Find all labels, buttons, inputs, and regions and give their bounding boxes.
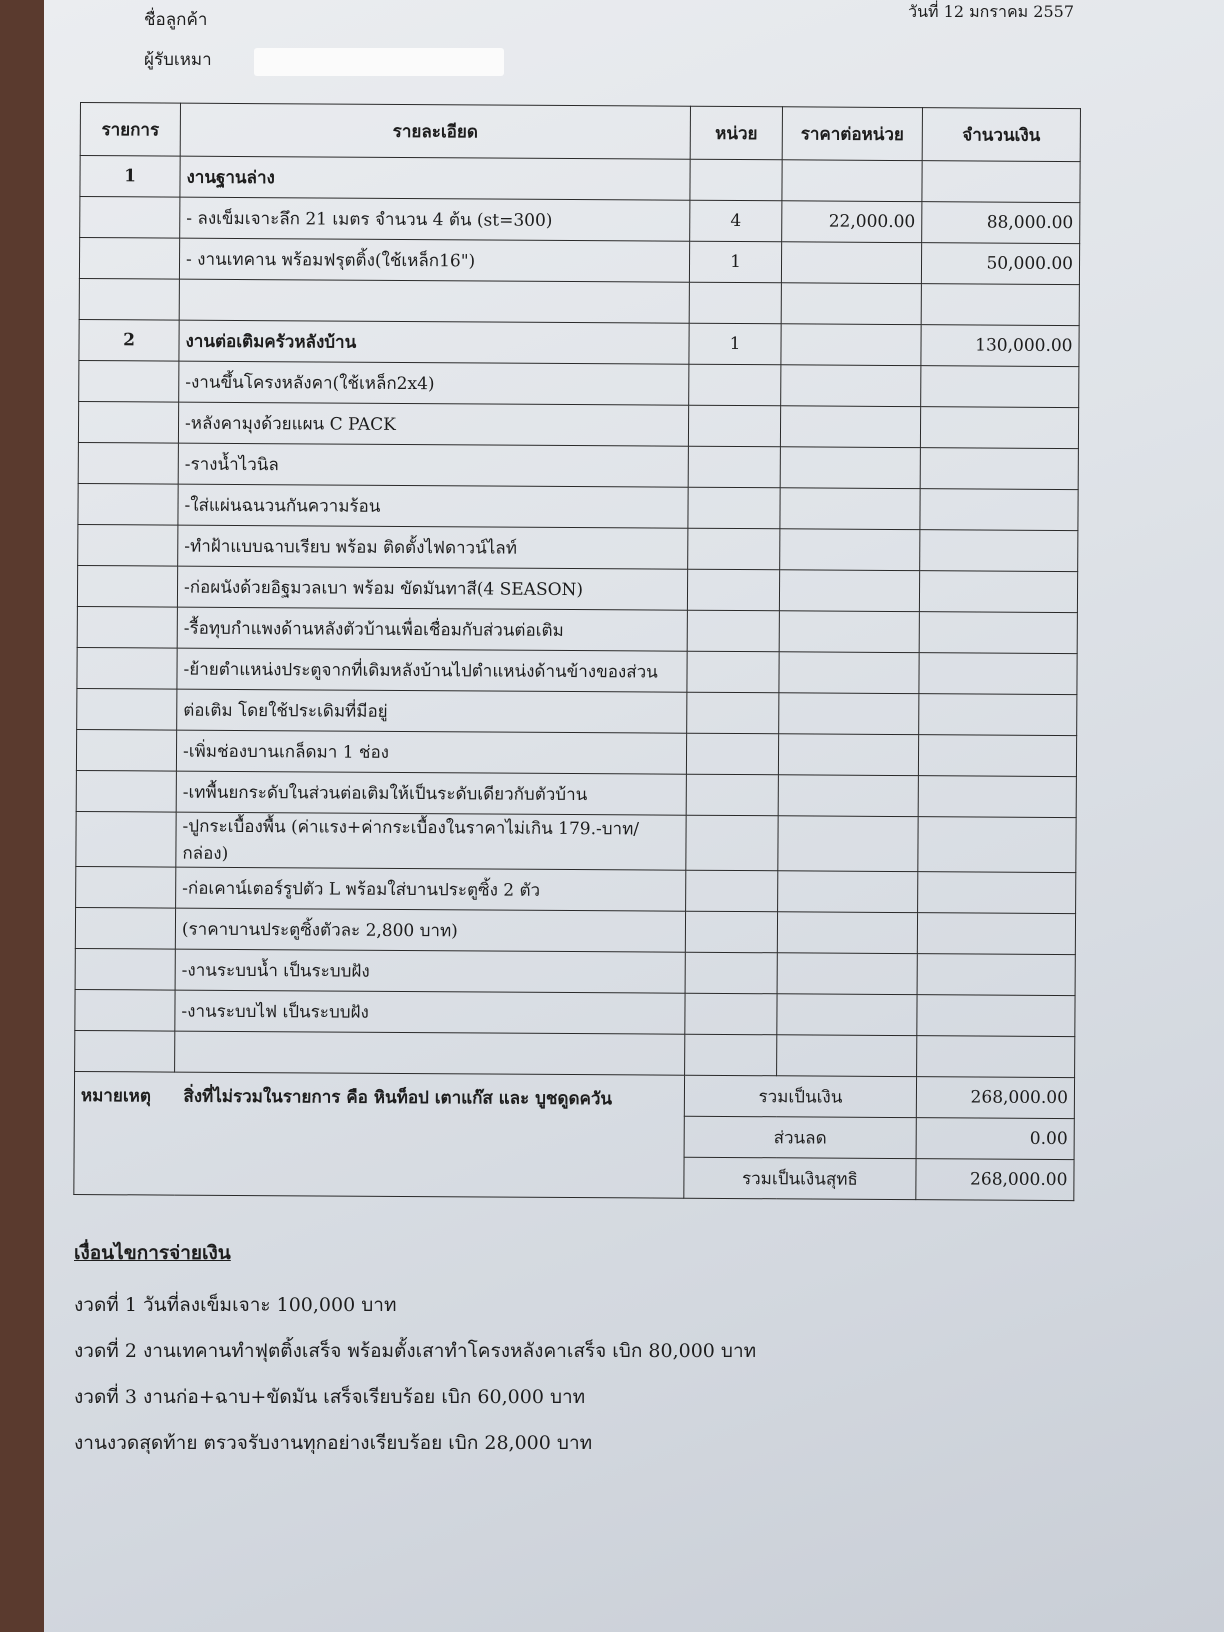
row-unit-price (780, 447, 920, 489)
row-detail: -หลังคามุงด้วยแผน C PACK (178, 402, 688, 446)
row-amount (918, 735, 1076, 777)
row-item (77, 565, 177, 607)
row-amount (920, 448, 1078, 490)
row-item (78, 483, 178, 525)
row-amount (918, 817, 1076, 873)
note-cell (74, 1071, 685, 1198)
row-item: 2 (79, 319, 179, 361)
table-row (78, 442, 1078, 489)
row-unit-price (777, 1035, 917, 1077)
row-unit (687, 651, 779, 693)
row-item (75, 948, 175, 990)
row-unit-price (781, 283, 921, 325)
row-item (79, 360, 179, 402)
redacted-name (254, 48, 504, 76)
row-detail (175, 1031, 685, 1075)
row-unit-price (782, 160, 922, 202)
row-amount (918, 872, 1076, 914)
row-amount (920, 530, 1078, 572)
table-row (78, 401, 1078, 448)
row-amount (917, 1036, 1075, 1078)
quote-date: วันที่ 12 มกราคม 2557 (908, 2, 1074, 21)
row-detail: -ปูกระเบื้องพื้น (ค่าแรง+ค่ากระเบื้องในราคาไม่เกิน 179.-บาท/กล่อง) (176, 812, 686, 870)
row-unit (687, 569, 779, 611)
row-unit (688, 405, 780, 447)
row-amount (919, 571, 1077, 613)
row-unit-price (779, 570, 919, 612)
table-row (79, 319, 1079, 366)
row-detail: -งานระบบน้ำ เป็นระบบฝัง (175, 949, 685, 993)
row-unit-price (778, 734, 918, 776)
row-unit (688, 487, 780, 529)
row-item (76, 770, 176, 812)
row-unit-price (781, 242, 921, 284)
quotation-page (44, 0, 1224, 1632)
row-amount (917, 954, 1075, 996)
row-amount: 88,000.00 (922, 202, 1080, 244)
row-unit-price (781, 365, 921, 407)
note-text: สิ่งที่ไม่รวมในรายการ คือ หินท็อป เตาแก๊ส และ บูชดูดควัน (183, 1086, 613, 1110)
row-unit (688, 528, 780, 570)
row-unit (690, 159, 782, 201)
row-item (75, 1030, 175, 1072)
row-unit: 4 (690, 200, 782, 242)
table-row (76, 729, 1076, 776)
table-body (75, 156, 1081, 1078)
row-detail: -งานระบบไฟ เป็นระบบฝัง (175, 990, 685, 1034)
table-row (79, 278, 1079, 325)
row-unit (687, 692, 779, 734)
row-detail (179, 279, 689, 323)
row-detail: (ราคาบานประตูซิ้งตัวละ 2,800 บาท) (175, 908, 685, 952)
row-unit-price (777, 912, 917, 954)
row-detail: -รื้อทุบกำแพงด้านหลังตัวบ้านเพื่อเชื่อมกับส่วนต่อเติม (177, 607, 687, 651)
row-item: 1 (80, 156, 180, 198)
row-unit-price (779, 693, 919, 735)
row-item (77, 647, 177, 689)
payment-title: เงื่อนไขการจ่ายเงิน (74, 1242, 231, 1264)
table-row (77, 565, 1077, 612)
row-unit (689, 364, 781, 406)
table-row (78, 524, 1078, 571)
row-unit-price (778, 816, 918, 872)
row-detail: งานต่อเติมครัวหลังบ้าน (179, 320, 689, 364)
header-item: รายการ (80, 103, 180, 157)
payment-line: งวดที่ 1 วันที่ลงเข็มเจาะ 100,000 บาท (74, 1294, 397, 1316)
table-row (78, 483, 1078, 530)
row-unit-price (778, 871, 918, 913)
table-row (76, 866, 1076, 913)
table-row (79, 238, 1079, 285)
row-unit (685, 911, 777, 953)
header-unit-price: ราคาต่อหน่วย (782, 107, 922, 161)
row-amount (922, 161, 1080, 203)
row-detail: งานฐานล่าง (180, 156, 690, 200)
row-item (79, 238, 179, 280)
row-unit (686, 870, 778, 912)
table-row (75, 907, 1075, 954)
contractor-label: ผู้รับเหมา (144, 50, 212, 70)
payment-line: งวดที่ 2 งานเทคานทำฟุตติ้งเสร็จ พร้อมตั้งเสาทำโครงหลังคาเสร็จ เบิก 80,000 บาท (74, 1340, 757, 1362)
row-detail: -งานขึ้นโครงหลังคา(ใช้เหล็ก2x4) (179, 361, 689, 405)
row-detail: -เพิ่มช่องบานเกล็ดมา 1 ช่อง (176, 730, 686, 774)
row-amount (919, 653, 1077, 695)
row-amount (918, 776, 1076, 818)
row-item (77, 688, 177, 730)
row-detail: -ย้ายตำแหน่งประตูจากที่เดิมหลังบ้านไปตำแหน่งด้านข้างของส่วน (177, 648, 687, 692)
row-unit-price (779, 652, 919, 694)
row-unit: 1 (689, 241, 781, 283)
row-detail: -รางน้ำไวนิล (178, 443, 688, 487)
row-detail: -ก่อเคาน์เตอร์รูปตัว L พร้อมใส่บานประตูซิ้ง 2 ตัว (176, 867, 686, 911)
row-unit (686, 733, 778, 775)
table-row (75, 1030, 1075, 1077)
note-label: หมายเหตุ (80, 1086, 151, 1107)
row-detail: -ใส่แผ่นฉนวนกันความร้อน (178, 484, 688, 528)
net-total-value: 268,000.00 (916, 1159, 1074, 1201)
table-row (77, 647, 1077, 694)
row-amount: 50,000.00 (921, 243, 1079, 285)
header-amount: จำนวนเงิน (922, 108, 1080, 162)
row-amount (920, 407, 1078, 449)
row-item (75, 907, 175, 949)
table-row (75, 948, 1075, 995)
quotation-table (73, 102, 1081, 1201)
payment-line: งานงวดสุดท้าย ตรวจรับงานทุกอย่างเรียบร้อย เบิก 28,000 บาท (74, 1432, 593, 1454)
row-detail: ต่อเติม โดยใช้ประเดิมที่มีอยู่ (177, 689, 687, 733)
row-detail: -ทำฝ้าแบบฉาบเรียบ พร้อม ติดตั้งไฟดาวน์ไลท์ (178, 525, 688, 569)
row-item (76, 811, 176, 867)
row-unit-price (781, 324, 921, 366)
row-unit-price (777, 994, 917, 1036)
row-item (76, 866, 176, 908)
table-row (79, 360, 1079, 407)
row-amount (917, 913, 1075, 955)
total-label: รวมเป็นเงิน (684, 1075, 916, 1117)
row-detail: - ลงเข็มเจาะลึก 21 เมตร จำนวน 4 ต้น (st=300) (180, 197, 690, 241)
row-unit (685, 952, 777, 994)
row-unit (688, 446, 780, 488)
row-unit-price (780, 406, 920, 448)
row-unit-price (780, 488, 920, 530)
row-unit (685, 993, 777, 1035)
table-row (77, 688, 1077, 735)
header-unit: หน่วย (690, 106, 782, 160)
table-row (80, 197, 1080, 244)
customer-label: ชื่อลูกค้า (144, 10, 208, 30)
row-amount (919, 694, 1077, 736)
row-amount: 130,000.00 (921, 325, 1079, 367)
row-detail: -เทพื้นยกระดับในส่วนต่อเติมให้เป็นระดับเดียวกับตัวบ้าน (176, 771, 686, 815)
row-item (75, 989, 175, 1031)
table-row (76, 811, 1076, 872)
row-item (76, 729, 176, 771)
row-unit: 1 (689, 323, 781, 365)
row-unit (685, 1034, 777, 1076)
row-unit (686, 774, 778, 816)
row-item (78, 401, 178, 443)
totals-section (74, 1071, 1075, 1200)
header-detail: รายละเอียด (180, 103, 690, 159)
net-total-label: รวมเป็นเงินสุทธิ (684, 1157, 916, 1199)
row-item (77, 606, 177, 648)
row-unit-price (780, 529, 920, 571)
row-detail: - งานเทคาน พร้อมฟรุตติ้ง(ใช้เหล็ก16") (179, 238, 689, 282)
row-unit-price (778, 775, 918, 817)
table-row (75, 989, 1075, 1036)
row-item (79, 278, 179, 320)
total-row (74, 1071, 1074, 1118)
total-value: 268,000.00 (916, 1077, 1074, 1119)
row-unit-price (777, 953, 917, 995)
row-item (78, 442, 178, 484)
row-unit (689, 282, 781, 324)
table-header-row (80, 103, 1080, 162)
row-unit (687, 610, 779, 652)
discount-value: 0.00 (916, 1118, 1074, 1160)
row-amount (917, 995, 1075, 1037)
table-row (77, 606, 1077, 653)
row-unit-price: 22,000.00 (782, 201, 922, 243)
row-amount (919, 612, 1077, 654)
row-amount (920, 489, 1078, 531)
payment-line: งวดที่ 3 งานก่อ+ฉาบ+ขัดมัน เสร็จเรียบร้อย เบิก 60,000 บาท (74, 1386, 586, 1408)
table-row (80, 156, 1080, 203)
row-amount (921, 284, 1079, 326)
table-row (76, 770, 1076, 817)
payment-terms (74, 1238, 756, 1474)
row-item (80, 197, 180, 239)
discount-label: ส่วนลด (684, 1116, 916, 1158)
row-detail: -ก่อผนังด้วยอิฐมวลเบา พร้อม ขัดมันทาสี(4 SEASON) (177, 566, 687, 610)
row-unit (686, 815, 778, 871)
row-amount (921, 366, 1079, 408)
row-unit-price (779, 611, 919, 653)
row-item (78, 524, 178, 566)
